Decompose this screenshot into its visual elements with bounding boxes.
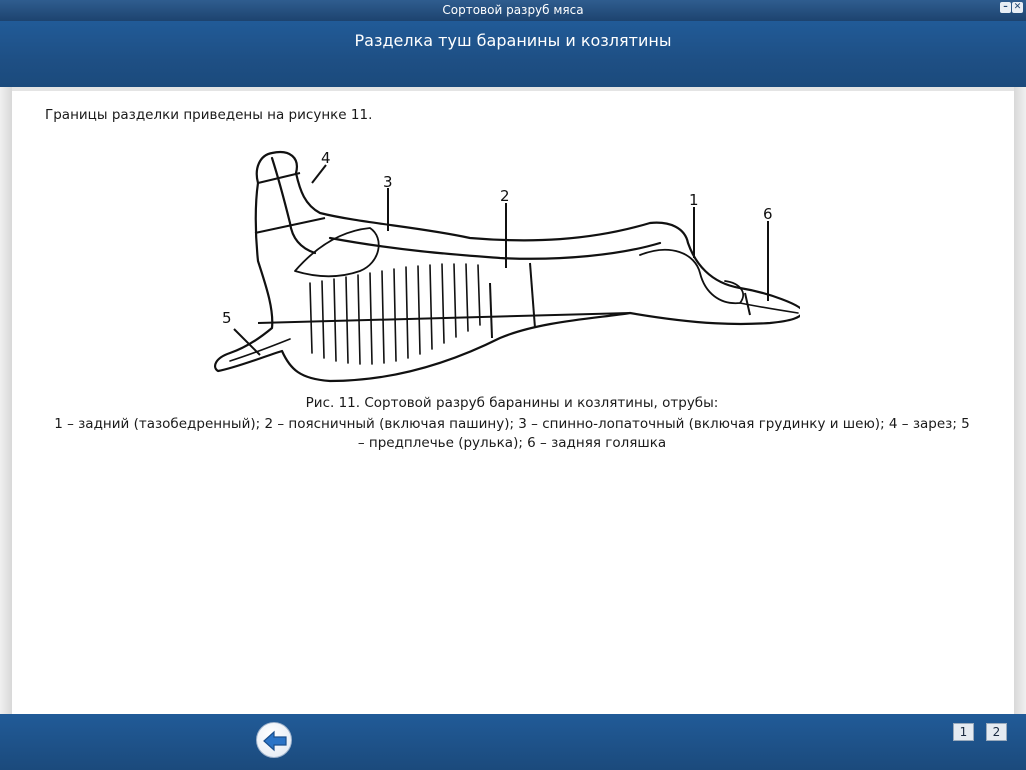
figure-label-4: 4 — [321, 149, 331, 167]
carcass-diagram — [200, 143, 800, 393]
figure-label-6: 6 — [763, 205, 773, 223]
page-title: Разделка туш баранины и козлятины — [354, 31, 672, 50]
window-titlebar — [0, 0, 1026, 21]
window-controls — [1000, 2, 1023, 13]
shoulder-blade — [295, 228, 379, 276]
back-button[interactable] — [256, 722, 292, 758]
pelvis — [640, 250, 743, 303]
window-title: Сортовой разруб мяса — [442, 3, 584, 17]
page-header — [0, 21, 1026, 87]
cut-line-2-1 — [530, 263, 535, 328]
figure-label-2: 2 — [500, 187, 510, 205]
frame-right — [1014, 87, 1026, 714]
minimize-icon[interactable]: – — [1000, 2, 1011, 13]
figure-caption — [52, 394, 972, 453]
page-button-2[interactable]: 2 — [986, 723, 1007, 741]
spine-line — [330, 238, 660, 259]
figure-label-5: 5 — [222, 309, 232, 327]
pointer-4 — [312, 165, 326, 183]
caption-title: Рис. 11. Сортовой разруб баранины и козлятины, отрубы: — [305, 395, 719, 411]
cut-line-3-2 — [490, 283, 492, 338]
footer-bar — [0, 714, 1026, 770]
frame-left — [0, 87, 12, 714]
page-button-1[interactable]: 1 — [953, 723, 974, 741]
neck-vertebrae — [272, 158, 315, 253]
close-icon[interactable]: ✕ — [1013, 2, 1022, 12]
intro-text: Границы разделки приведены на рисунке 11. — [45, 107, 373, 123]
content-area — [12, 91, 1014, 714]
figure-label-3: 3 — [383, 173, 393, 191]
figure-label-1: 1 — [689, 191, 699, 209]
ribs — [310, 264, 480, 364]
caption-legend: 1 – задний (тазобедренный); 2 – поясничный (включая пашину); 3 – спинно-лопаточный (включая грудинку и шею); 4 – зарез; 5 – предплечье (рулька); 6 – задняя голяшка — [54, 416, 970, 451]
back-arrow-icon — [261, 729, 289, 753]
